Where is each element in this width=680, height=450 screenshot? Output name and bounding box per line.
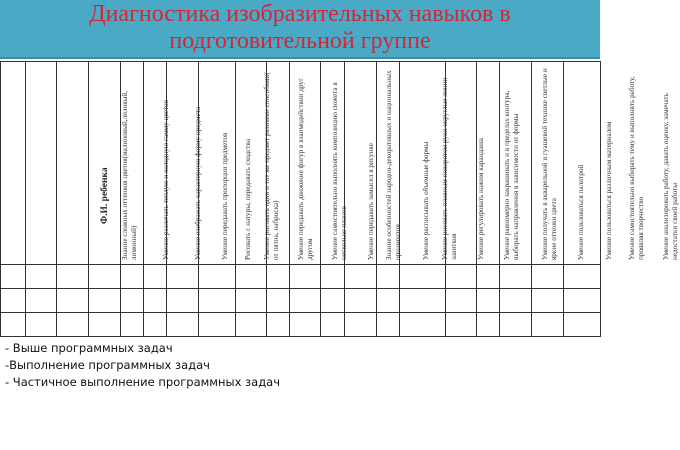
score-cell[interactable] (564, 289, 601, 313)
column-header-label: Умение различать теплую и холодную гамму цветов (161, 99, 170, 260)
column-header-label: Умение пользоваться палитрой (577, 164, 585, 260)
score-cell[interactable] (144, 265, 167, 289)
column-header-label: Умение равномерно закрашивать и в пределах контура, выбирать направления в зависимости от формы (502, 90, 520, 260)
score-cell[interactable] (57, 313, 89, 337)
score-cell[interactable] (26, 265, 57, 289)
score-cell[interactable] (167, 313, 199, 337)
column-header-label: Знание сложных оттенков цветов(малиновый,лиловый, лимонный) (121, 90, 138, 260)
score-cell[interactable] (446, 313, 477, 337)
table-row (1, 313, 601, 337)
score-cell[interactable] (321, 265, 345, 289)
score-cell[interactable] (267, 313, 290, 337)
score-cell[interactable] (236, 313, 267, 337)
column-header-label: Умение самостоятельно выполнять композицию сюжета в несколько планов (331, 82, 348, 260)
score-cell[interactable] (267, 265, 290, 289)
score-cell[interactable] (26, 289, 57, 313)
legend-item-above: - Выше программных задач (5, 341, 173, 355)
diagnostics-table (0, 61, 679, 337)
child-name-cell[interactable] (1, 289, 26, 313)
score-cell[interactable] (477, 313, 500, 337)
score-cell[interactable] (377, 313, 400, 337)
legend-item-meets: -Выполнение программных задач (5, 358, 210, 372)
score-cell[interactable] (167, 265, 199, 289)
score-cell[interactable] (57, 265, 89, 289)
diagnostics-table-container (0, 61, 679, 337)
score-cell[interactable] (477, 289, 500, 313)
score-cell[interactable] (121, 265, 144, 289)
score-cell[interactable] (290, 313, 321, 337)
score-cell[interactable] (377, 289, 400, 313)
score-cell[interactable] (89, 289, 121, 313)
column-header-label: Умение рисовать плавным поворотом руки округлые линии завитков (440, 77, 458, 260)
table-row (1, 289, 601, 313)
score-cell[interactable] (167, 289, 199, 313)
score-cell[interactable] (199, 289, 236, 313)
score-cell[interactable] (400, 313, 446, 337)
column-header-label: Умение анализировать работу, давать оценку, замечать недостатки своей работы (662, 93, 679, 260)
score-cell[interactable] (199, 313, 236, 337)
table-header-row (1, 62, 601, 265)
column-header-label: Знание особенностей народно-декоративных и национальных орнаментов (385, 70, 402, 260)
column-header-label: Умение расписывать объемные формы (421, 141, 430, 260)
column-header-label: Умение самостоятельно выбирать тему и выполнять работу, проявляя творчество (627, 76, 645, 260)
column-header-label: Умение регулировать нажим карандаша (477, 138, 485, 260)
table-row (1, 265, 601, 289)
score-cell[interactable] (400, 289, 446, 313)
score-cell[interactable] (290, 289, 321, 313)
column-header-label: Умение передавать пропорции предметов (221, 132, 229, 260)
score-cell[interactable] (26, 313, 57, 337)
child-name-cell[interactable] (1, 313, 26, 337)
score-cell[interactable] (199, 265, 236, 289)
column-header-label: Умение пользоваться различным материалом (604, 121, 613, 260)
column-header-label: Умение передавать замысел в рисунке (367, 143, 375, 260)
column-header-label: Ф.И. ребенка (100, 167, 110, 224)
score-cell[interactable] (89, 265, 121, 289)
score-cell[interactable] (446, 265, 477, 289)
score-cell[interactable] (89, 313, 121, 337)
score-cell[interactable] (57, 289, 89, 313)
score-cell[interactable] (500, 313, 532, 337)
score-cell[interactable] (144, 313, 167, 337)
score-cell[interactable] (121, 289, 144, 313)
child-name-cell[interactable] (1, 265, 26, 289)
score-cell[interactable] (500, 289, 532, 313)
score-cell[interactable] (236, 265, 267, 289)
title-bar (0, 0, 600, 59)
score-cell[interactable] (446, 289, 477, 313)
score-cell[interactable] (236, 289, 267, 313)
score-cell[interactable] (477, 265, 500, 289)
score-cell[interactable] (400, 265, 446, 289)
legend-item-partial: - Частичное выполнение программных задач (5, 375, 281, 389)
title-line-2: подготовительной группе (169, 28, 431, 54)
legend (5, 340, 280, 391)
score-cell[interactable] (377, 265, 400, 289)
score-cell[interactable] (564, 313, 601, 337)
column-header-label: Умение получать в акварельной и гуашевой технике светлые и яркие оттенки цвета (541, 68, 558, 260)
score-cell[interactable] (532, 313, 564, 337)
column-header-label: Умение изображать характерную форму предмета (193, 106, 202, 260)
score-cell[interactable] (121, 313, 144, 337)
column-header-label: Рисовать с натуры, передавать сходства (244, 138, 252, 260)
score-cell[interactable] (345, 289, 377, 313)
score-cell[interactable] (532, 289, 564, 313)
score-cell[interactable] (564, 265, 601, 289)
column-header-label: Умение рисовать один и тот же предмет разными способами( от пятна, наброска) (262, 72, 280, 260)
score-cell[interactable] (321, 313, 345, 337)
page-title (0, 1, 600, 55)
score-cell[interactable] (345, 313, 377, 337)
score-cell[interactable] (345, 265, 377, 289)
score-cell[interactable] (532, 265, 564, 289)
column-header-child-name (1, 62, 110, 265)
score-cell[interactable] (500, 265, 532, 289)
column-header-label: Умение передавать движение фигур в взаимодействии друг другом (297, 77, 314, 260)
score-cell[interactable] (144, 289, 167, 313)
title-line-1: Диагностика изобразительных навыков в (89, 1, 511, 27)
score-cell[interactable] (290, 265, 321, 289)
score-cell[interactable] (321, 289, 345, 313)
score-cell[interactable] (267, 289, 290, 313)
